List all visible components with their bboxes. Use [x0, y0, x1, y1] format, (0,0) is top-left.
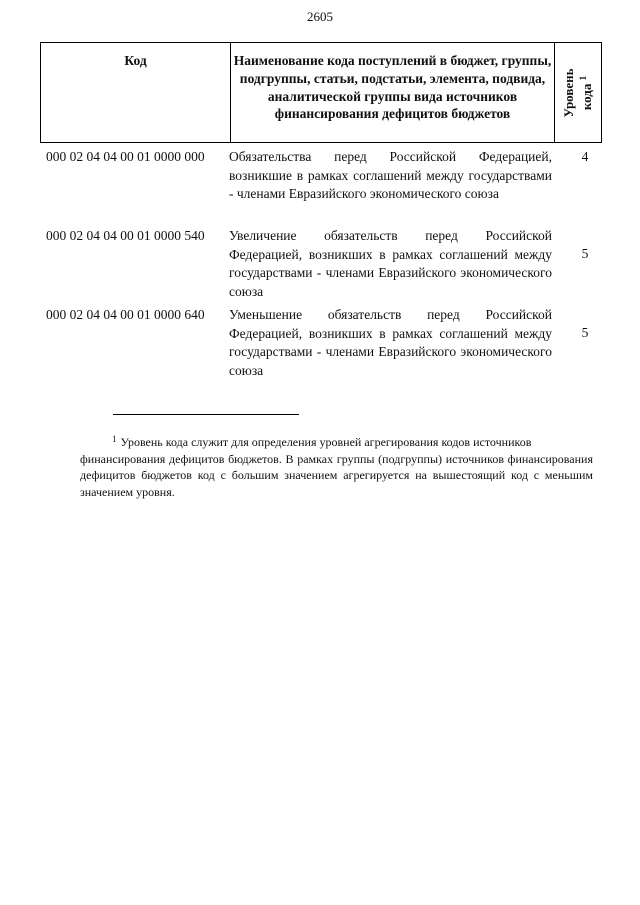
footnote — [80, 431, 593, 500]
row-level: 5 — [581, 246, 589, 261]
row-code: 000 02 04 04 00 01 0000 640 — [46, 307, 205, 322]
header-level-footnote-mark: 1 — [577, 75, 588, 80]
table-header — [40, 42, 602, 143]
header-level-text — [562, 68, 594, 117]
footnote-text-first: Уровень кода служит для определения уровней агрегирования кодов источников — [120, 435, 532, 449]
row-name: Уменьшение обязательств перед Российской Федерацией, возникших в рамках соглашений между государствами - членами Евразийского экономического союза — [229, 307, 552, 378]
footnote-text-rest: финансирования дефицитов бюджетов. В рамках группы (подгруппы) источников финансирования дефицитов бюджетов код с большим значением агрегируется на вышестоящий код с меньшим значением уровня. — [80, 451, 593, 499]
row-level: 5 — [581, 325, 589, 340]
header-level — [555, 43, 601, 142]
row-name: Обязательства перед Российской Федерацией, возникшие в рамках соглашений между государствами - членами Евразийского экономического союза — [229, 149, 552, 201]
header-code: Код — [41, 43, 231, 142]
footnote-mark: 1 — [112, 434, 117, 444]
header-level-line2: кода — [579, 83, 595, 110]
row-code: 000 02 04 04 00 01 0000 000 — [46, 149, 205, 164]
header-name: Наименование кода поступлений в бюджет, группы, подгруппы, статьи, подстатьи, элемента, подвида, аналитической группы вида источников финансирования дефицитов бюджетов — [231, 43, 555, 142]
row-name: Увеличение обязательств перед Российской Федерацией, возникших в рамках соглашений между государствами - членами Евразийского экономического союза — [229, 228, 552, 299]
row-code: 000 02 04 04 00 01 0000 540 — [46, 228, 205, 243]
footnote-first-line — [112, 431, 593, 451]
row-level: 4 — [581, 149, 589, 164]
page-number: 2605 — [307, 9, 333, 24]
header-level-line1: Уровень — [560, 67, 576, 118]
footnote-divider — [113, 414, 299, 415]
